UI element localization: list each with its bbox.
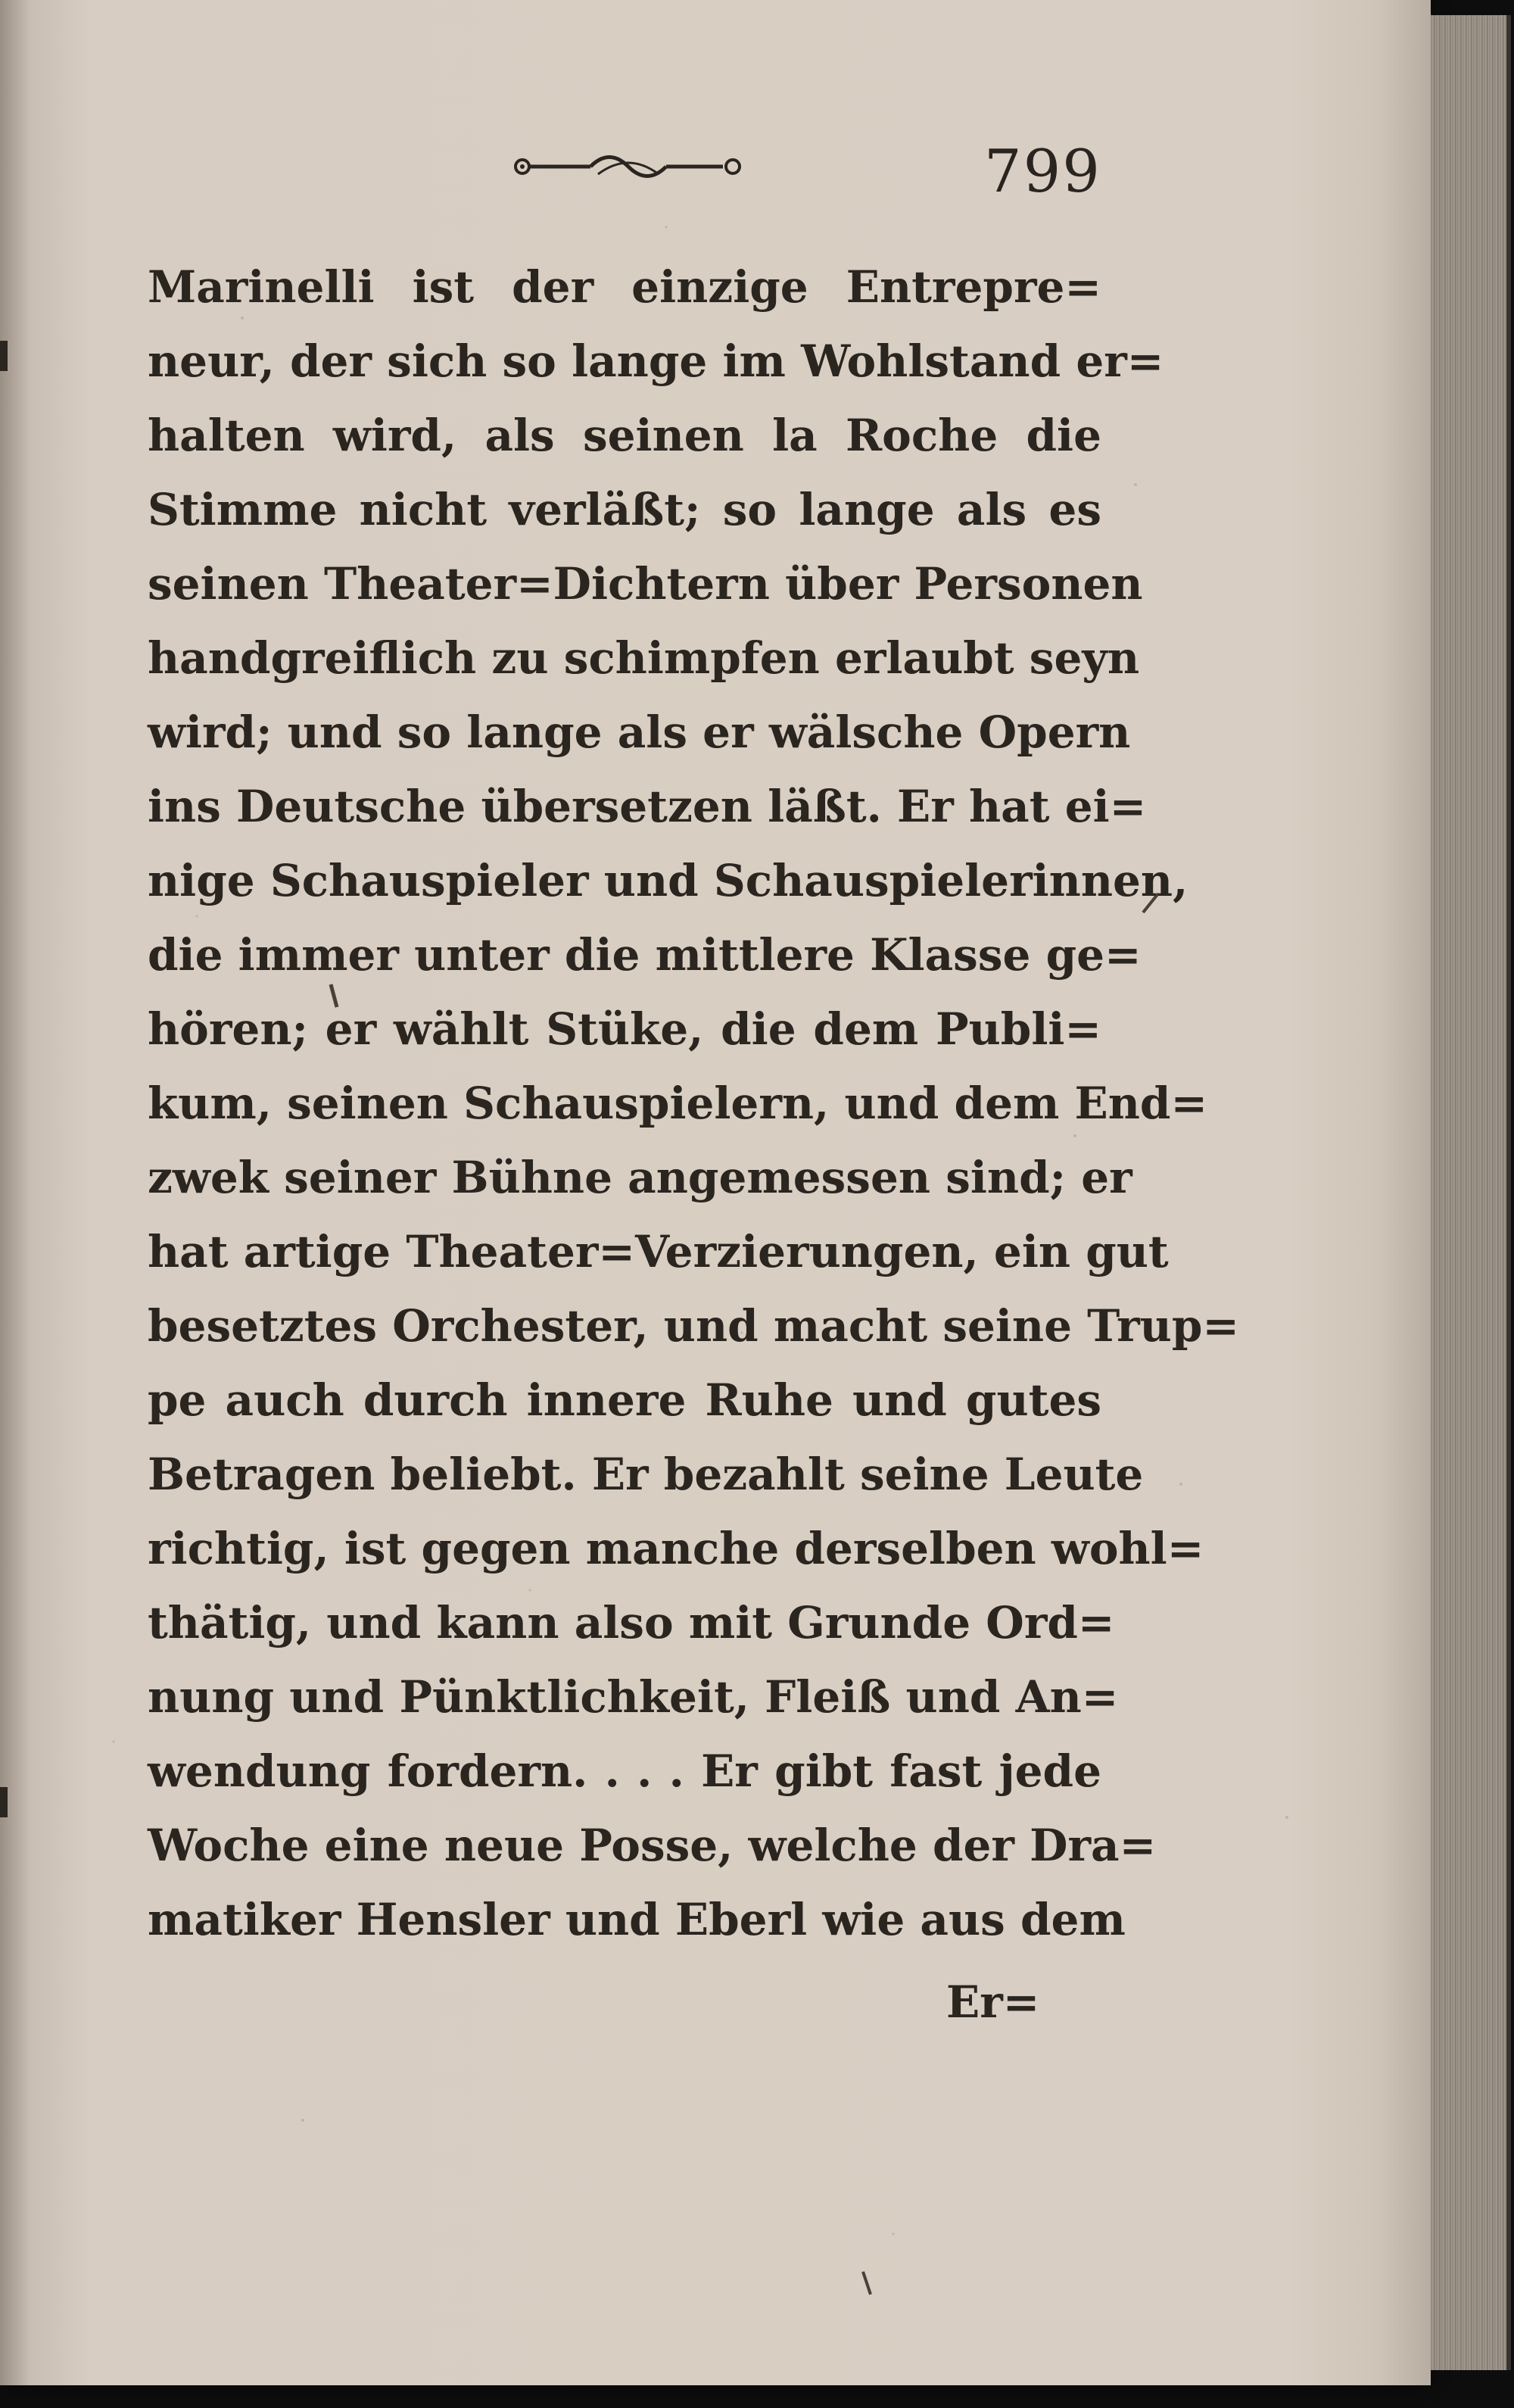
text-line: halten wird, als seinen la Roche die: [148, 410, 1101, 461]
text-line: Stimme nicht verläßt; so lange als es: [148, 484, 1101, 535]
text-line: seinen Theater=Dichtern über Personen: [148, 558, 1143, 610]
text-line: wird; und so lange als er wälsche Opern: [148, 706, 1131, 758]
text-line: nung und Pünktlichkeit, Fleiß und An=: [148, 1671, 1119, 1723]
text-line: die immer unter die mittlere Klasse ge=: [148, 929, 1142, 981]
text-line: handgreiflich zu schimpfen erlaubt seyn: [148, 632, 1140, 684]
text-line: besetztes Orchester, und macht seine Trup=: [148, 1300, 1239, 1352]
text-line: zwek seiner Bühne angemessen sind; er: [148, 1152, 1132, 1203]
text-line: richtig, ist gegen manche derselben wohl=: [148, 1523, 1204, 1574]
text-line: Betragen beliebt. Er bezahlt seine Leute: [148, 1449, 1144, 1500]
catchword: Er=: [946, 1976, 1040, 2028]
text-line: neur, der sich so lange im Wohlstand er=: [148, 335, 1164, 387]
text-line: hören; er wählt Stüke, die dem Publi=: [148, 1003, 1101, 1055]
text-line: matiker Hensler und Eberl wie aus dem: [148, 1894, 1126, 1945]
page-edges: [1431, 15, 1511, 2370]
binding-thread-mark: [0, 341, 8, 371]
text-line: kum, seinen Schauspielern, und dem End=: [148, 1078, 1208, 1129]
page-number: 799: [984, 138, 1101, 206]
text-line: Woche eine neue Posse, welche der Dra=: [148, 1820, 1157, 1871]
decorative-rule-ornament-icon: [507, 144, 749, 189]
text-line: wendung fordern. . . . Er gibt fast jede: [148, 1745, 1101, 1797]
text-line: ins Deutsche übersetzen läßt. Er hat ei=: [148, 781, 1147, 832]
text-line: Marinelli ist der einzige Entrepre=: [148, 261, 1101, 313]
text-line: thätig, und kann also mit Grunde Ord=: [148, 1597, 1115, 1648]
text-line: pe auch durch innere Ruhe und gutes: [148, 1374, 1101, 1426]
body-text: [148, 250, 1239, 1957]
text-line: nige Schauspieler und Schauspielerinnen,: [148, 855, 1188, 906]
text-line: hat artige Theater=Verzierungen, ein gut: [148, 1226, 1169, 1277]
binding-thread-mark: [0, 1787, 8, 1817]
